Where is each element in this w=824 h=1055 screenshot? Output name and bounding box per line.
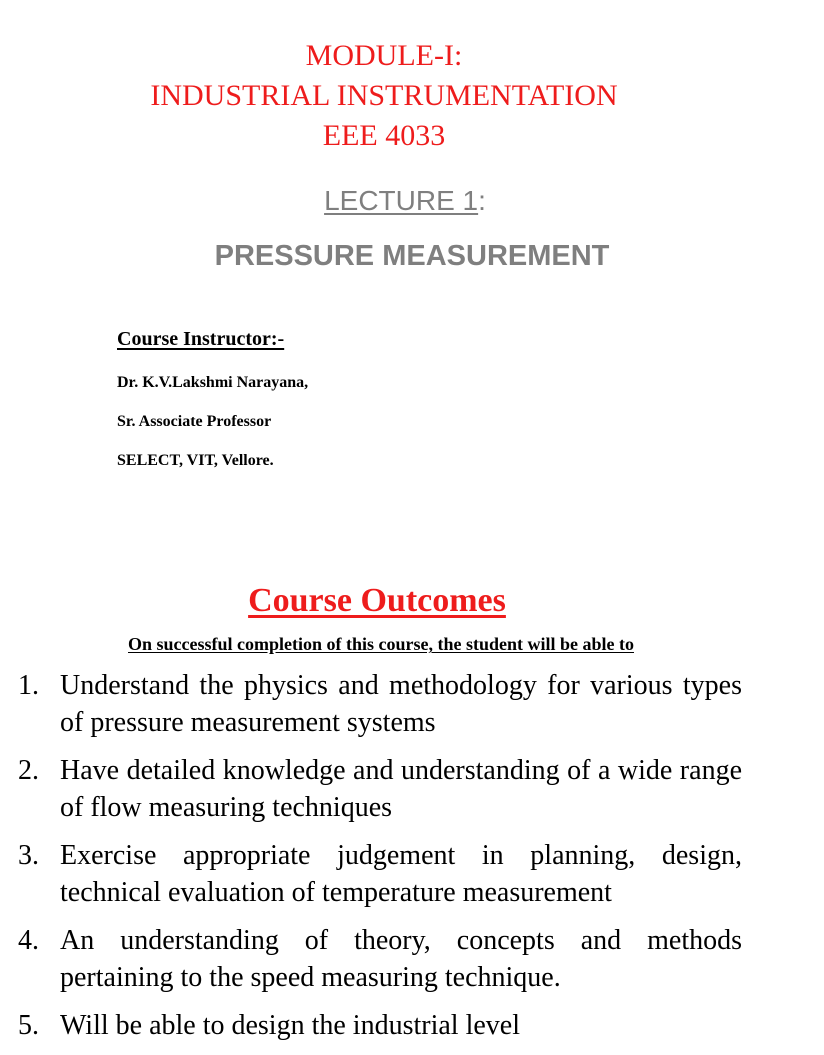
outcome-item [18, 1007, 742, 1044]
module-label: MODULE-I: [305, 39, 463, 72]
outcome-number: 4. [18, 925, 39, 956]
outcome-item [18, 922, 742, 996]
outcome-text: Understand the physics and methodology for various types of pressure measurement systems [60, 670, 742, 738]
outcome-text: Have detailed knowledge and understanding of a wide range of flow measuring techniques [60, 755, 742, 823]
outcome-item [18, 837, 742, 911]
instructor-block [117, 325, 308, 480]
lecture-subject: PRESSURE MEASUREMENT [214, 240, 610, 272]
outcome-item [18, 667, 742, 741]
outcome-text: Will be able to design the industrial level [60, 1010, 520, 1041]
outcome-text: An understanding of theory, concepts and methods pertaining to the speed measuring technique. [60, 925, 742, 993]
course-code: EEE 4033 [322, 119, 446, 152]
outcome-text: Exercise appropriate judgement in planning, design, technical evaluation of temperature measurement [60, 840, 742, 908]
lecture-label: LECTURE 1 [324, 185, 479, 216]
outcomes-title: Course Outcomes [248, 582, 506, 619]
lecture-heading [0, 182, 810, 220]
outcome-number: 3. [18, 840, 39, 871]
instructor-designation: Sr. Associate Professor [117, 413, 272, 430]
outcomes-intro: On successful completion of this course, the student will be able to [128, 634, 634, 654]
lecture-suffix: : [478, 185, 486, 216]
outcome-number: 1. [18, 670, 39, 701]
outcome-number: 2. [18, 755, 39, 786]
instructor-name: Dr. K.V.Lakshmi Narayana, [117, 374, 309, 391]
outcome-number: 5. [18, 1010, 39, 1041]
instructor-heading: Course Instructor:- [117, 328, 285, 350]
module-title-block [0, 36, 768, 156]
outcomes-list [18, 667, 742, 1055]
instructor-affiliation: SELECT, VIT, Vellore. [117, 452, 274, 469]
outcome-item [18, 752, 742, 826]
course-name: INDUSTRIAL INSTRUMENTATION [150, 79, 618, 112]
